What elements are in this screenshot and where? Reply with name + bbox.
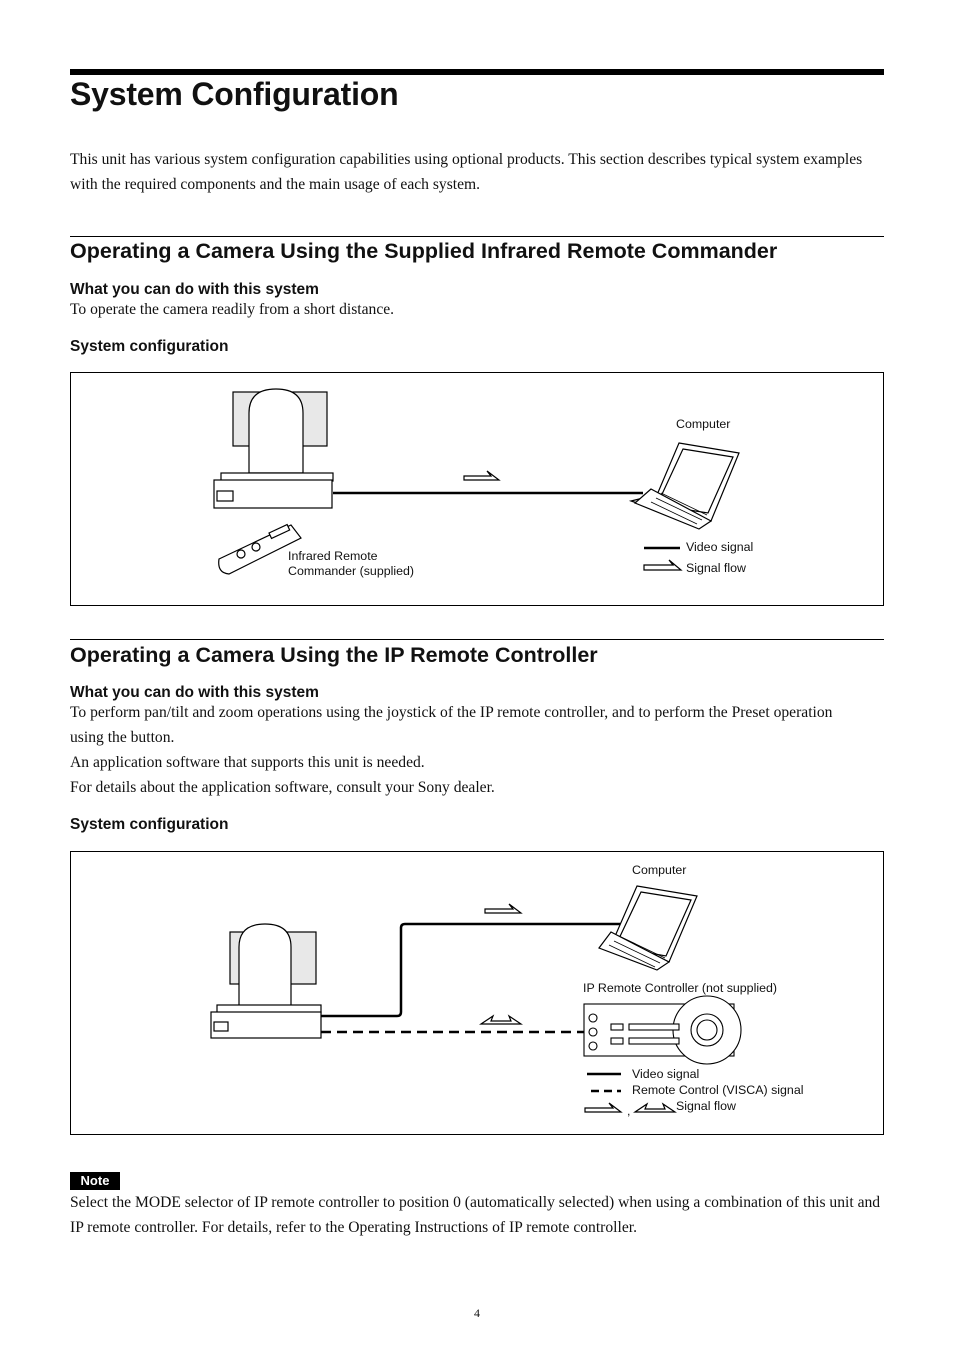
signal-flow-arrow — [485, 904, 521, 913]
remote-label: Infrared Remote — [288, 549, 378, 563]
legend-video-label: Video signal — [686, 540, 754, 554]
body-text: For details about the application software, consult your Sony dealer. — [70, 779, 495, 796]
legend-flow-label: Signal flow — [676, 1099, 736, 1113]
note-text: Select the MODE selector of IP remote controller to position 0 (automatically selected) when using a combination of this unit and IP remote controller. For details, refer to the Operating Instructions of IP remote controller. — [70, 1194, 881, 1236]
body-text: To operate the camera readily from a short distance. — [70, 301, 395, 318]
computer-label: Computer — [676, 417, 731, 431]
subheading: System configuration — [70, 338, 229, 355]
section-heading: Operating a Camera Using the IP Remote Controller — [70, 643, 598, 667]
subheading: What you can do with this system — [70, 281, 319, 298]
intro-paragraph: This unit has various system configuration capabilities using optional products. This section describes typical system examples with the required components and the main usage of each system. — [70, 151, 863, 193]
note-badge: Note — [70, 1172, 120, 1190]
camera-icon — [211, 924, 321, 1038]
legend-flow-arrow — [644, 560, 681, 570]
computer-label: Computer — [632, 863, 687, 877]
controller-label: IP Remote Controller (not supplied) — [583, 981, 777, 995]
laptop-icon — [599, 886, 697, 970]
title-rule — [70, 69, 884, 75]
section-rule — [70, 639, 884, 640]
camera-icon — [214, 389, 333, 508]
remote-label: Commander (supplied) — [288, 564, 415, 578]
section-rule — [70, 236, 884, 237]
subheading: What you can do with this system — [70, 684, 319, 701]
body-text: using the button. — [70, 729, 175, 746]
body-text: An application software that supports this unit is needed. — [70, 754, 425, 771]
legend-video-label: Video signal — [632, 1067, 700, 1081]
signal-flow-arrow — [464, 471, 499, 480]
legend-flow-label: Signal flow — [686, 561, 746, 575]
legend-comma: , — [627, 1104, 631, 1118]
ip-remote-controller-icon — [584, 996, 741, 1064]
body-text: To perform pan/tilt and zoom operations using the joystick of the IP remote controller, and to perform the Preset operation — [70, 704, 833, 721]
page-title: System Configuration — [70, 76, 399, 112]
page-number: 4 — [474, 1306, 480, 1320]
legend-bidirectional-arrow — [635, 1104, 675, 1112]
diagram-frame — [70, 851, 884, 1135]
legend-visca-label: Remote Control (VISCA) signal — [632, 1083, 804, 1097]
legend-flow-arrow — [585, 1103, 621, 1112]
diagram-infrared — [71, 373, 883, 605]
bidirectional-arrow — [481, 1016, 521, 1024]
video-cable — [321, 924, 623, 1016]
laptop-icon — [631, 443, 739, 529]
diagram-frame — [70, 372, 884, 606]
section-heading: Operating a Camera Using the Supplied Infrared Remote Commander — [70, 239, 778, 263]
subheading: System configuration — [70, 816, 229, 833]
